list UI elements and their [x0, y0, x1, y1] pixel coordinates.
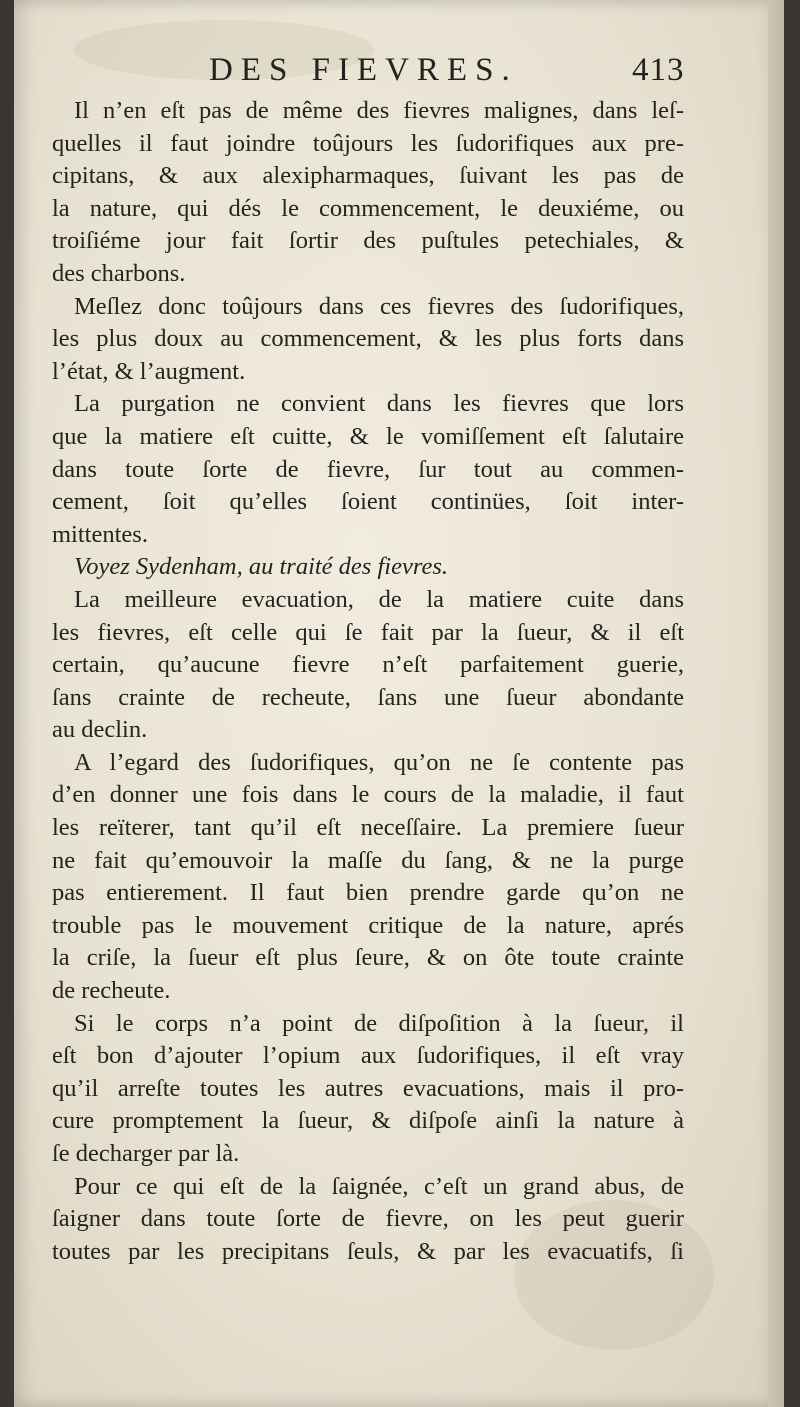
text-line: toutes par les precipitans ſeuls, & par les evacuatifs, ſi: [52, 1237, 684, 1265]
text-line: cure promptement la ſueur, & diſpoſe ainſi la nature à: [52, 1107, 684, 1135]
text-line: l’état, & l’augment.: [52, 357, 246, 385]
text-line: troiſiéme jour fait ſortir des puſtules petechiales, &: [52, 227, 684, 255]
page-edge: [768, 0, 784, 1407]
page-number: 413: [632, 52, 685, 88]
text-line: eſt bon d’ajouter l’opium aux ſudorifiques, il eſt vray: [52, 1042, 684, 1070]
text-line: les reïterer, tant qu’il eſt neceſſaire. La premiere ſueur: [52, 814, 684, 842]
text-line: Pour ce qui eſt de la ſaignée, c’eſt un grand abus, de: [74, 1172, 684, 1200]
text-line: ſe decharger par là.: [52, 1140, 240, 1167]
text-line: des charbons.: [52, 259, 186, 287]
text-line: A l’egard des ſudorifiques, qu’on ne ſe contente pas: [74, 748, 684, 776]
text-line: Il n’en eſt pas de même des fievres malignes, dans leſ-: [74, 97, 684, 124]
text-line: la nature, qui dés le commencement, le deuxiéme, ou: [52, 194, 684, 222]
text-line: Voyez Sydenham, au traité des fievres.: [74, 553, 448, 581]
text-line: cipitans, & aux alexipharmaques, ſuivant les pas de: [52, 162, 684, 190]
text-line: de recheute.: [52, 977, 171, 1005]
text-line: pas entierement. Il faut bien prendre garde qu’on ne: [52, 879, 684, 907]
text-line: Meſlez donc toûjours dans ces fievres des ſudorifiques,: [74, 292, 684, 320]
page-body: [52, 95, 684, 1268]
text-line: ſans crainte de recheute, ſans une ſueur abondante: [52, 683, 684, 711]
text-line: que la matiere eſt cuitte, & le vomiſſement eſt ſalutaire: [52, 422, 684, 450]
text-line: quelles il faut joindre toûjours les ſudorifiques aux pre-: [52, 129, 684, 157]
text-line: cement, ſoit qu’elles ſoient continües, ſoit inter-: [52, 488, 684, 516]
book-page: [14, 0, 784, 1407]
text-line: trouble pas le mouvement critique de la nature, aprés: [52, 911, 684, 939]
text-line: la criſe, la ſueur eſt plus ſeure, & on ôte toute crainte: [52, 944, 684, 972]
text-line: ſaigner dans toute ſorte de fievre, on les peut guerir: [52, 1205, 684, 1233]
text-line: les plus doux au commencement, & les plus forts dans: [52, 325, 684, 353]
text-line: La purgation ne convient dans les fievres que lors: [74, 390, 684, 418]
text-line: qu’il arreſte toutes les autres evacuations, mais il pro-: [52, 1074, 684, 1102]
text-line: d’en donner une fois dans le cours de la maladie, il faut: [52, 781, 684, 809]
text-line: ne fait qu’emouvoir la maſſe du ſang, & ne la purge: [52, 846, 684, 874]
text-line: mittentes.: [52, 520, 148, 548]
text-line: dans toute ſorte de fievre, ſur tout au commen-: [52, 455, 684, 483]
running-title: DES FIEVRES.: [209, 52, 518, 88]
text-line: certain, qu’aucune fievre n’eſt parfaitement guerie,: [52, 651, 684, 679]
text-line: La meilleure evacuation, de la matiere cuite dans: [74, 585, 684, 613]
text-line: Si le corps n’a point de diſpoſition à la ſueur, il: [74, 1009, 684, 1037]
text-line: au declin.: [52, 716, 148, 744]
text-line: les fievres, eſt celle qui ſe fait par la ſueur, & il eſt: [52, 618, 684, 646]
page-header: [14, 52, 784, 98]
